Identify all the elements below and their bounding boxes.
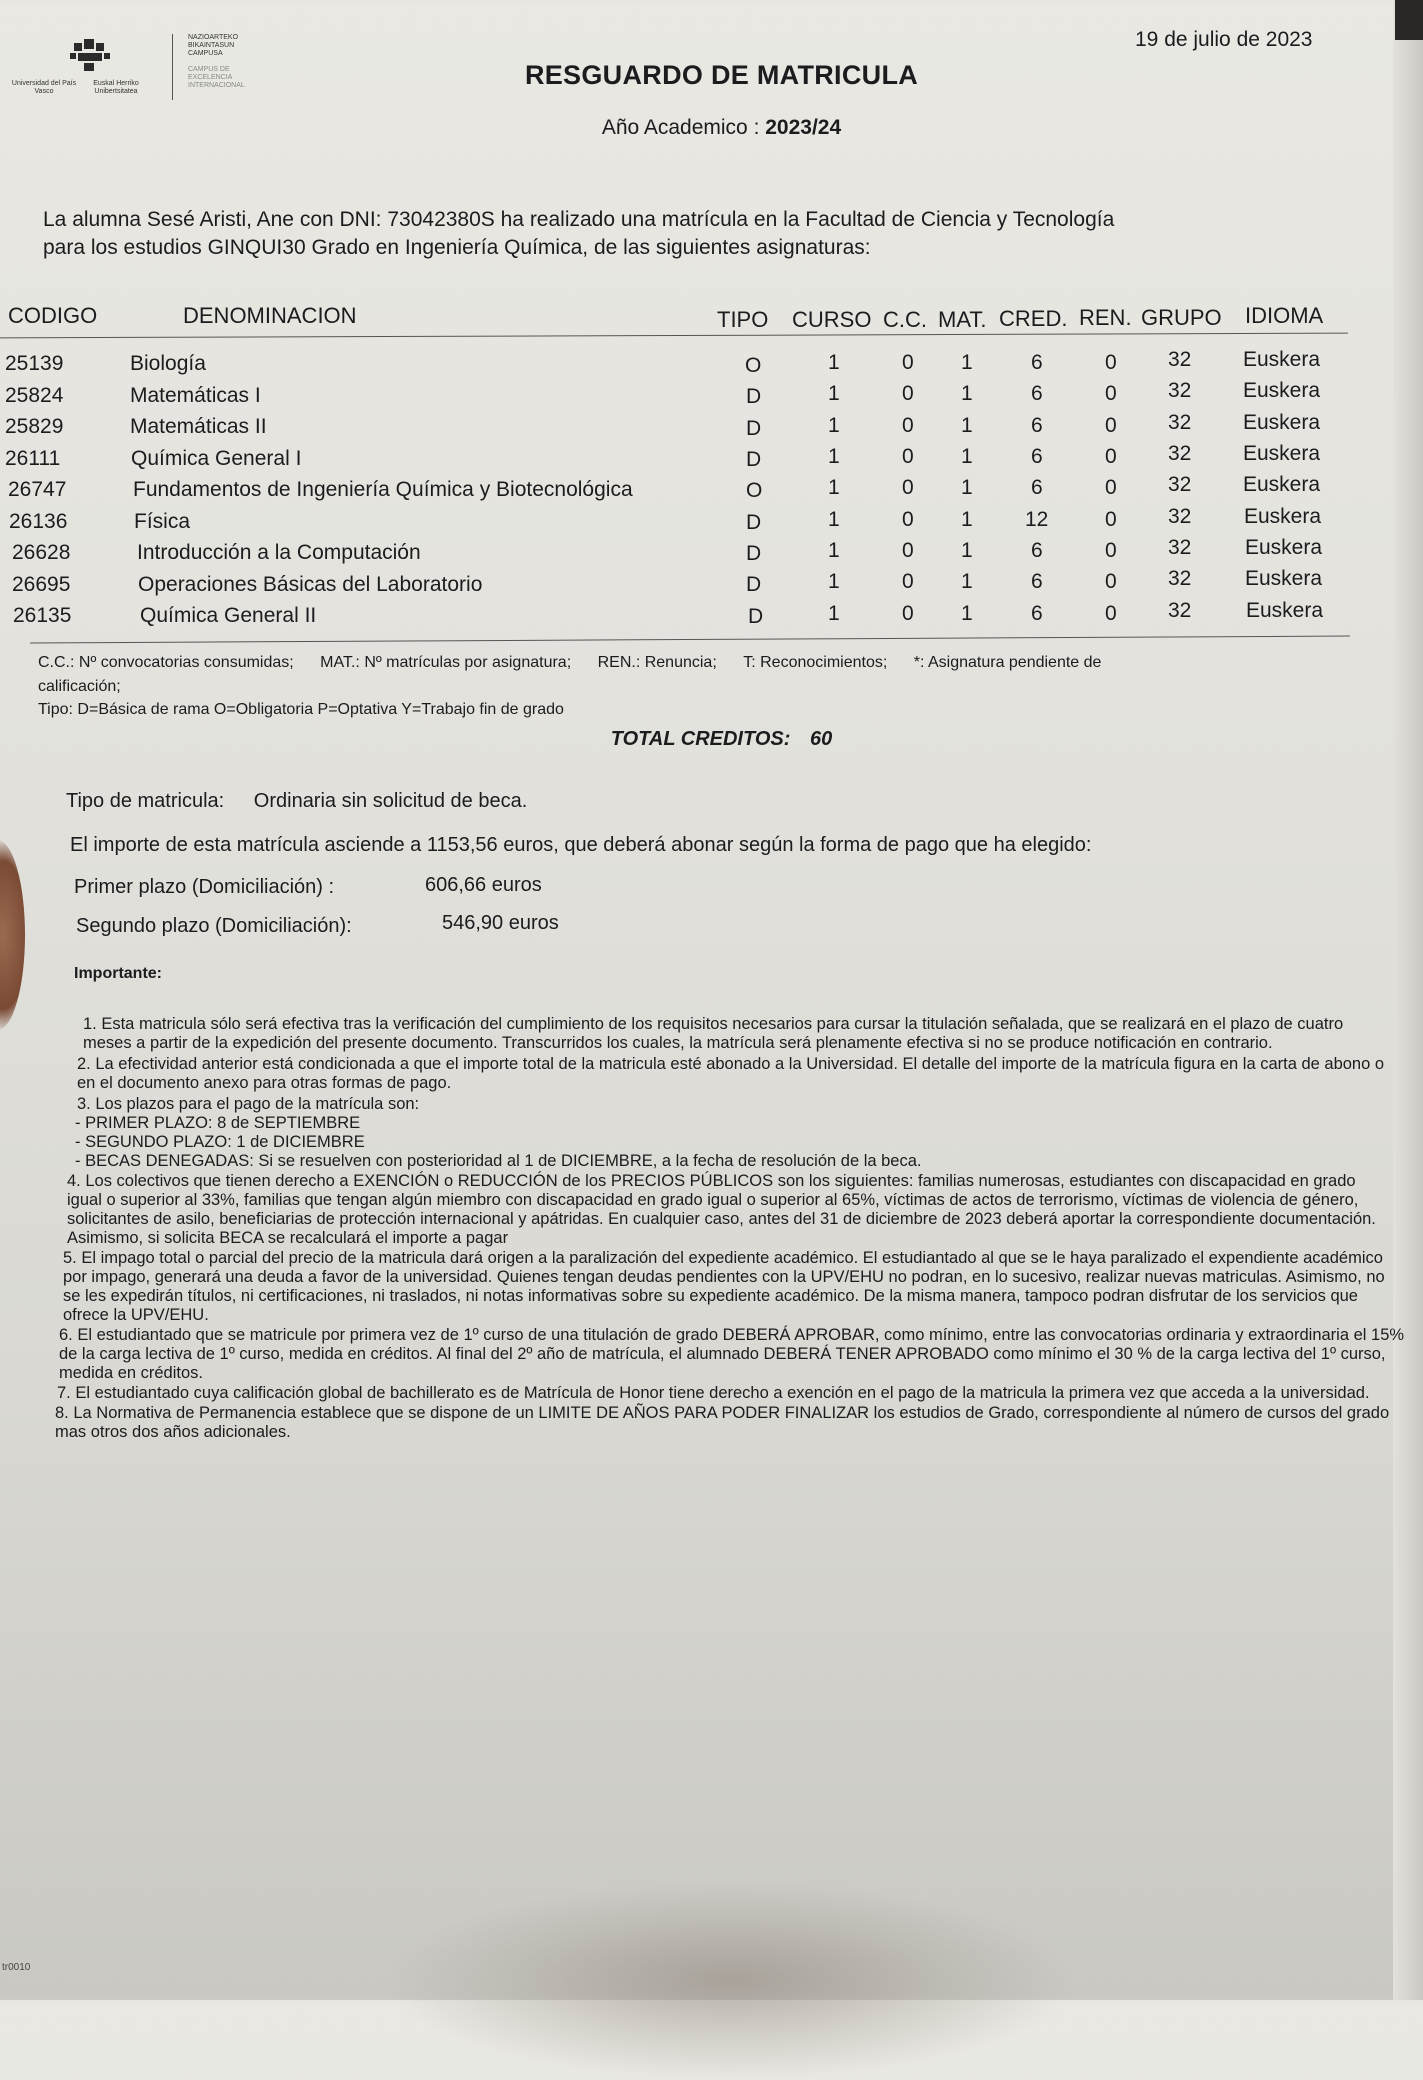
cell-cred: 12 [1025,507,1049,531]
legend-t: T: Reconocimientos; [743,654,888,671]
cell-ren: 0 [1105,445,1117,469]
cell-cred: 6 [1031,476,1043,500]
note-3-c: - BECAS DENEGADAS: Si se resuelven con posterioridad al 1 de DICIEMBRE, a la fecha de resolución de la beca. [75,1152,922,1170]
cell-idioma: Euskera [1243,379,1321,403]
note-1: 1. Esta matricula sólo será efectiva tras la verificación del cumplimiento de los requisitos necesarios para cursar la titulación señalada, que se realizará en el plazo de cuatro meses a partir de la expedición del presente documento. Transcurridos los cuales, la matrícula será plenamente efectiva si no se produce notificación en contrario. [83,1015,1344,1052]
note-6: 6. El estudiantado que se matricule por primera vez de 1º curso de una titulación de grado DEBERÁ APROBAR, como mínimo, entre las convocatorias ordinaria y extraordinaria el 15% de la carga lectiva de 1º curso, medida en créditos. Al final del 2º año de matrícula, el alumnado DEBERÁ TENER APROBADO como mínimo el 30 % de la carga lectiva del 1º curso, medida en créditos. [59,1326,1405,1382]
campus-text-eu: NAZIOARTEKO BIKAINTASUN CAMPUSA [188,34,239,57]
legend-line-3: Tipo: D=Básica de rama O=Obligatoria P=Optativa Y=Trabajo fin de grado [38,701,564,718]
cell-mat: 1 [961,507,973,531]
header-ren: REN. [1079,305,1132,330]
header-cc: C.C. [883,307,927,332]
cell-cred: 6 [1031,445,1043,469]
legend-mat: MAT.: Nº matrículas por asignatura; [320,654,572,671]
notes-section [55,1015,1415,1442]
note-7: 7. El estudiantado cuya calificación global de bachillerato es de Matrícula de Honor tiene derecho a exención en el pago de la matricula la primera vez que acceda a la universidad. [57,1384,1370,1402]
cell-codigo: 25824 [5,383,64,407]
importe-text: El importe de esta matrícula asciende a 1153,56 euros, que deberá abonar según la forma de pago que ha elegido: [70,834,1092,856]
cell-mat: 1 [961,445,973,469]
page-title: RESGUARDO DE MATRICULA [524,60,919,90]
camera-shadow [380,1880,1080,2080]
header-denominacion: DENOMINACION [183,303,357,328]
note-3-a: - PRIMER PLAZO: 8 de SEPTIEMBRE [75,1114,361,1132]
footer-code: tr0010 [2,1962,31,1973]
tipo-matricula-label: Tipo de matricula: [66,790,225,812]
cell-denominacion: Matemáticas I [130,383,261,407]
cell-codigo: 26135 [13,604,72,627]
cell-grupo: 32 [1168,536,1192,560]
logo-text-es: Universidad del País Vasco [11,80,77,95]
cell-denominacion: Matemáticas II [130,415,267,438]
cell-denominacion: Biología [130,352,206,375]
cell-ren: 0 [1105,507,1117,531]
header-idioma: IDIOMA [1245,303,1324,328]
cell-tipo: D [746,542,762,566]
header-grupo: GRUPO [1141,305,1222,330]
cell-idioma: Euskera [1243,442,1321,466]
cell-cc: 0 [902,570,914,594]
document-date: 19 de julio de 2023 [1135,28,1313,51]
cell-mat: 1 [961,476,973,500]
cell-codigo: 26747 [8,478,67,501]
cell-grupo: 32 [1168,598,1192,622]
cell-ren: 0 [1105,382,1117,406]
note-3-head: 3. Los plazos para el pago de la matrícula son: [77,1095,420,1113]
cell-idioma: Euskera [1246,598,1324,622]
cell-mat: 1 [961,601,973,625]
legend-ren: REN.: Renuncia; [597,654,717,671]
cell-grupo: 32 [1168,567,1192,591]
intro-line-1: La alumna Sesé Aristi, Ane con DNI: 73042380S ha realizado una matrícula en la Facultad de Ciencia y Tecnología [43,208,1115,231]
finger-shadow [0,840,25,1030]
total-value: 60 [809,728,833,750]
cell-cc: 0 [902,445,914,469]
cell-codigo: 25829 [5,415,64,438]
logo-text-eu: Euskal Herriko Unibertsitatea [93,80,139,95]
cell-ren: 0 [1105,413,1117,437]
total-label: TOTAL CREDITOS: [610,728,791,750]
cell-curso: 1 [828,413,840,437]
cell-cc: 0 [902,413,914,437]
cell-grupo: 32 [1168,442,1192,466]
year-value: 2023/24 [765,116,842,139]
cell-curso: 1 [828,601,840,625]
cell-denominacion: Física [134,509,191,533]
campus-text-es: CAMPUS DE EXCELENCIA INTERNACIONAL [188,66,245,89]
note-5: 5. El impago total o parcial del precio de la matricula dará origen a la paralización del expediente académico. El estudiantado al que se le haya paralizado el expendiente académico por impago, generará una deuda a favor de la universidad. Quienes tengan deudas pendientes con la UPV/EHU no podran, en lo sucesivo, realizar nuevas matriculas. Asimismo, no se les expedirán títulos, ni certificaciones, ni traslados, ni notas informativas sobre su expediente académico. De la misma manera, tampoco podran disfrutar de los servicios que ofrece la UPV/EHU. [63,1249,1385,1324]
cell-mat: 1 [961,382,973,406]
cell-denominacion: Operaciones Básicas del Laboratorio [138,572,483,596]
cell-mat: 1 [961,539,973,563]
plazo2-label: Segundo plazo (Domiciliación): [76,915,352,937]
cell-cred: 6 [1031,413,1043,437]
cell-tipo: D [746,510,762,534]
year-label: Año Academico : [601,116,760,139]
table-header-rule [0,333,1348,339]
note-3-b: - SEGUNDO PLAZO: 1 de DICIEMBRE [75,1133,365,1151]
cell-idioma: Euskera [1245,536,1323,560]
cell-tipo: O [745,354,762,377]
cell-codigo: 26695 [12,572,71,596]
cell-ren: 0 [1105,539,1117,563]
note-2: 2. La efectividad anterior está condicionada a que el importe total de la matricula esté abonado a la Universidad. El detalle del importe de la matrícula figura en la carta de abono o en el documento anexo para otras formas de pago. [77,1055,1385,1092]
cell-codigo: 26628 [12,541,71,564]
legend-line-2: calificación; [38,678,121,695]
cell-cc: 0 [902,476,914,500]
plazo1-value: 606,66 euros [425,874,542,896]
cell-curso: 1 [828,476,840,500]
legend-line-1 [38,652,1338,673]
intro-line-2: para los estudios GINQUI30 Grado en Ingeniería Química, de las siguientes asignaturas: [43,236,871,259]
cell-curso: 1 [828,351,840,374]
cell-ren: 0 [1105,601,1117,625]
cell-curso: 1 [828,570,840,594]
cell-curso: 1 [828,539,840,563]
cell-denominacion: Química General II [140,604,317,627]
academic-year [0,116,1423,140]
header-codigo: CODIGO [8,303,98,328]
page-edge [1393,0,1423,2000]
cell-cred: 6 [1031,351,1043,374]
cell-idioma: Euskera [1243,410,1321,434]
cell-cc: 0 [902,382,914,406]
header-cred: CRED. [999,306,1068,331]
importante-heading: Importante: [74,965,162,982]
cell-tipo: D [746,448,762,472]
cell-ren: 0 [1105,476,1117,500]
header-curso: CURSO [792,307,872,332]
cell-codigo: 26136 [9,509,68,533]
plazo2-value: 546,90 euros [442,912,559,934]
cell-ren: 0 [1105,570,1117,594]
cell-grupo: 32 [1168,504,1192,528]
tipo-matricula [66,790,527,813]
cell-idioma: Euskera [1244,504,1322,528]
tipo-matricula-value: Ordinaria sin solicitud de beca. [253,790,528,812]
cell-tipo: D [746,416,762,440]
cell-tipo: D [746,573,762,597]
intro-paragraph [43,206,1313,262]
legend-cc: C.C.: Nº convocatorias consumidas; [38,654,294,671]
table-bottom-rule [30,636,1350,644]
cell-cred: 6 [1031,601,1043,625]
note-4: 4. Los colectivos que tienen derecho a EXENCIÓN o REDUCCIÓN de los PRECIOS PÚBLICOS son los siguientes: familias numerosas, estudiantes con discapacidad en grado igual o superior al 33%, familias que tengan algún miembro con discapacidad en grado igual o superior al 65%, víctimas de actos de terrorismo, víctimas de violencia de género, solicitantes de asilo, beneficiarias de protección internacional y apátridas. En cualquier caso, antes del 31 de diciembre de 2023 deberá aportar la correspondiente documentación. Asimismo, si solicita BECA se recalculará el importe a pagar [67,1172,1376,1247]
plazo1-label: Primer plazo (Domiciliación) : [74,876,335,898]
cell-idioma: Euskera [1243,473,1321,497]
cell-codigo: 25139 [5,352,64,375]
cell-grupo: 32 [1168,473,1192,497]
header-tipo: TIPO [717,307,769,332]
cell-cred: 6 [1031,382,1043,406]
cell-idioma: Euskera [1245,567,1323,591]
cell-cred: 6 [1031,539,1043,563]
cell-grupo: 32 [1168,348,1192,371]
cell-mat: 1 [961,351,973,374]
cell-denominacion: Fundamentos de Ingeniería Química y Biotecnológica [133,478,633,501]
total-credits [0,728,1423,751]
cell-tipo: O [746,479,763,503]
cell-codigo: 26111 [5,446,61,470]
cell-grupo: 32 [1168,379,1192,403]
cell-curso: 1 [828,382,840,406]
cell-curso: 1 [828,507,840,531]
cell-cc: 0 [902,351,914,374]
cell-tipo: D [746,385,762,409]
note-8: 8. La Normativa de Permanencia establece que se dispone de un LIMITE DE AÑOS PARA PODER FINALIZAR los estudios de Grado, correspondiente al número de cursos del grado mas otros dos años adicionales. [55,1404,1390,1441]
cell-denominacion: Química General I [131,446,302,470]
cell-mat: 1 [961,570,973,594]
cell-denominacion: Introducción a la Computación [137,541,421,564]
cell-curso: 1 [828,445,840,469]
cell-tipo: D [748,604,764,628]
cell-mat: 1 [961,413,973,437]
legend-pending: *: Asignatura pendiente de [913,654,1102,671]
cell-idioma: Euskera [1243,348,1321,371]
cell-ren: 0 [1105,351,1117,374]
cell-grupo: 32 [1168,410,1192,434]
cell-cc: 0 [902,539,914,563]
header-mat: MAT. [938,307,987,332]
cell-cc: 0 [902,601,914,625]
cell-cc: 0 [902,507,914,531]
cell-cred: 6 [1031,570,1043,594]
